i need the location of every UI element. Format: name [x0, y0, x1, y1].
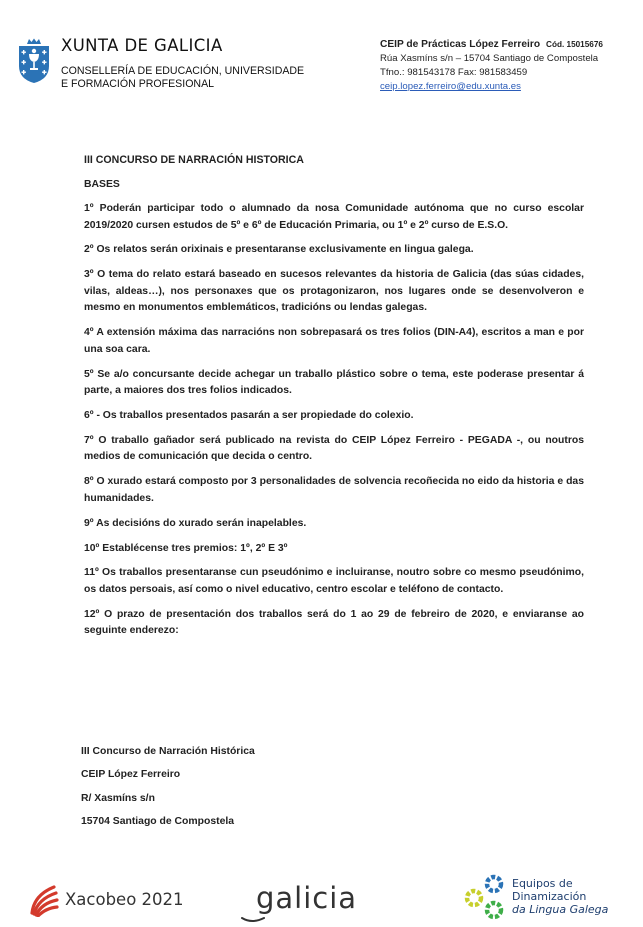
mailing-address [81, 740, 255, 833]
rule-paragraph: 10º Establécense tres premios: 1º, 2º E 3º [84, 542, 288, 554]
rule-paragraph: 5º Se a/o concursante decide achegar un traballo plástico sobre o tema, este poderase presentar á parte, a maiores dos tres folios indicados. [84, 368, 584, 397]
address-line: III Concurso de Narración Histórica [81, 746, 255, 757]
school-phone: Tfno.: 981543178 Fax: 981583459 [380, 67, 528, 78]
xacobeo-text: Xacobeo 2021 [65, 890, 184, 909]
rule-paragraph: 12º O prazo de presentación dos traballos será do 1 ao 29 de febreiro de 2020, e enviaranse ao seguinte enderezo: [84, 608, 584, 637]
rule-paragraph: 2º Os relatos serán orixinais e presentaranse exclusivamente en lingua galega. [84, 244, 474, 256]
org-subtitle [61, 65, 304, 91]
rule-paragraph: 7º O traballo gañador será publicado na revista do CEIP López Ferreiro - PEGADA -, ou noutros medios de comunicación que decida o centro. [84, 434, 584, 463]
school-name: CEIP de Prácticas López Ferreiro [380, 39, 541, 50]
address-line: R/ Xasmíns s/n [81, 792, 155, 804]
school-email-link[interactable]: ceip.lopez.ferreiro@edu.xunta.es [380, 81, 521, 92]
document-title: III CONCURSO DE NARRACIÓN HISTORICA [84, 154, 304, 166]
school-address: Rúa Xasmíns s/n – 15704 Santiago de Compostela [380, 53, 599, 64]
org-title: XUNTA DE GALICIA [61, 36, 223, 55]
document-body [84, 152, 584, 648]
galicia-logo [240, 878, 370, 924]
galicia-wordmark: galicia [256, 881, 358, 915]
org-subtitle-line: E FORMACIÓN PROFESIONAL [61, 78, 215, 90]
rule-paragraph: 11º Os traballos presentaranse cun pseudónimo e incluiranse, noutro sobre co mesmo pseudónimo, os datos persoais, así como o nivel educativo, centro escolar e teléfono de contacto. [84, 567, 584, 595]
xunta-coat-of-arms-icon [17, 38, 51, 84]
school-info [380, 38, 640, 94]
address-line: 15704 Santiago de Compostela [81, 815, 235, 827]
equipos-text [512, 877, 608, 916]
equipos-line: Dinamización [512, 890, 587, 903]
rule-paragraph: 9º As decisións do xurado serán inapelables. [84, 517, 307, 529]
equipos-line: Equipos de [512, 877, 573, 890]
rule-paragraph: 6º - Os traballos presentados pasarán a ser propiedade do colexio. [84, 409, 414, 421]
school-code: Cód. 15015676 [546, 40, 603, 49]
xacobeo-shell-icon [28, 883, 60, 917]
address-line: CEIP López Ferreiro [81, 769, 181, 781]
rule-paragraph: 8º O xurado estará composto por 3 personalidades de solvencia recoñecida no eido da historia e das humanidades. [84, 476, 584, 504]
section-heading: BASES [84, 178, 120, 190]
rule-paragraph: 3º O tema do relato estará baseado en sucesos relevantes da historia de Galicia (das súas cidades, vilas, aldeas…), nos personaxes que os protagonizaron, nos lugares onde se desenvolveron e mesmo en monumentos emblemáticos, tradicións ou lendas galegas. [84, 269, 584, 314]
equipos-dinamizacion-logo [462, 872, 642, 922]
rule-paragraph: 4º A extensión máxima das narracións non sobrepasará os tres folios (DIN-A4), escritos a man e por una soa cara. [84, 327, 584, 355]
equipos-line: da Lingua Galega [512, 903, 609, 916]
gears-icon [462, 872, 510, 922]
rule-paragraph: 1º Poderán participar todo o alumnado da nosa Comunidade autónoma que no curso escolar 2019/2020 cursen estudos de 5º e 6º de Educación Primaria, ou 1º e 2º curso de E.S.O. [84, 203, 584, 231]
org-subtitle-line: CONSELLERÍA DE EDUCACIÓN, UNIVERSIDADE [61, 65, 305, 77]
